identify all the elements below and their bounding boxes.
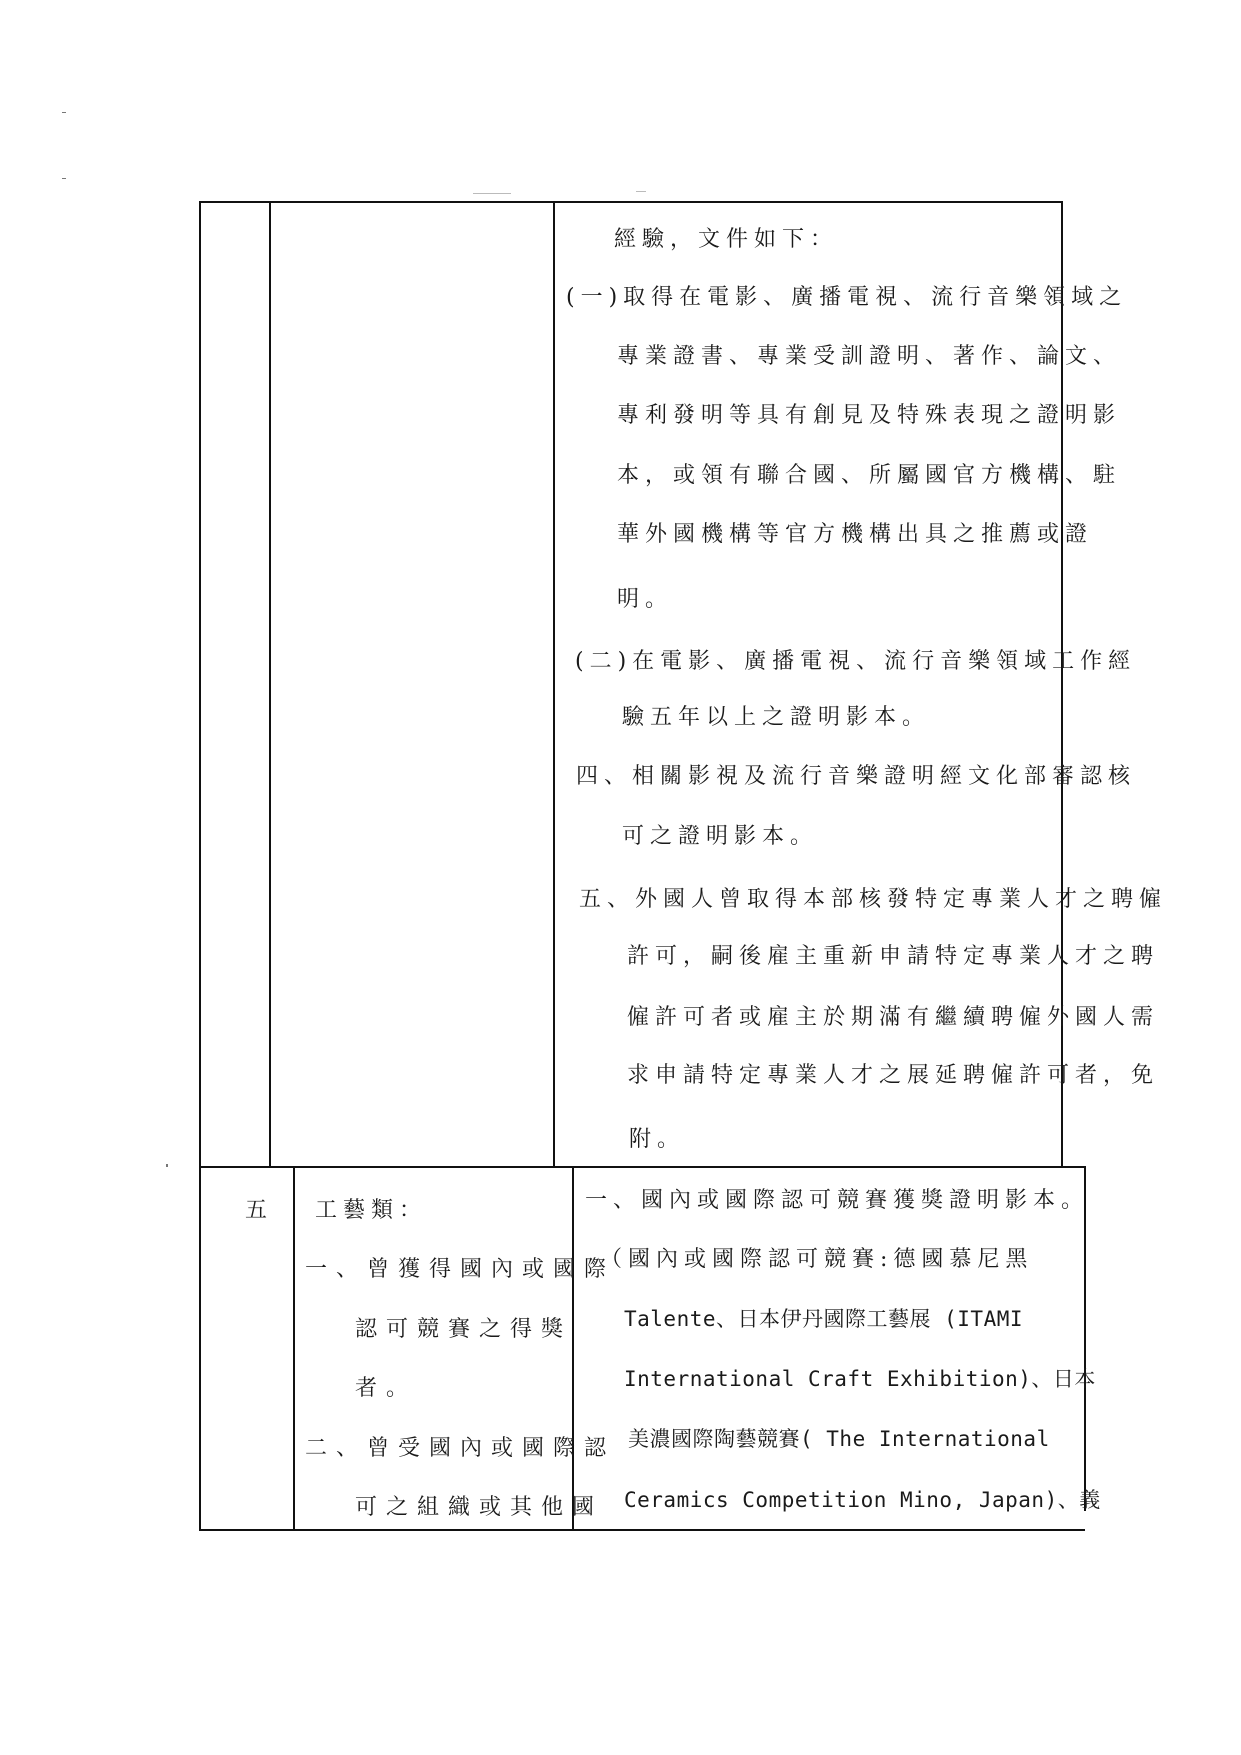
- doc-line: 專利發明等具有創見及特殊表現之證明影: [617, 403, 1122, 428]
- column-divider-1: [269, 201, 271, 1167]
- doc-line: 專業證書、專業受訓證明、著作、論文、: [617, 344, 1122, 369]
- criteria-line: 一、曾獲得國內或國際: [305, 1257, 616, 1282]
- table-right-border-lower: [1084, 1166, 1086, 1511]
- doc-line: 華外國機構等官方機構出具之推薦或證: [617, 522, 1094, 547]
- doc-line: 五、外國人曾取得本部核發特定專業人才之聘僱: [579, 887, 1168, 912]
- scan-mark: [62, 178, 66, 179]
- table-left-border-lower: [199, 1166, 201, 1531]
- column-divider-1-lower: [293, 1166, 295, 1531]
- doc-line: 求申請特定專業人才之展延聘僱許可者，免: [627, 1063, 1160, 1088]
- scan-mark: [473, 193, 511, 194]
- doc-line: 美濃國際陶藝競賽( The International: [628, 1427, 1050, 1451]
- doc-line: 許可，嗣後雇主重新申請特定專業人才之聘: [627, 944, 1160, 969]
- doc-line: 本，或領有聯合國、所屬國官方機構、駐: [617, 463, 1122, 488]
- doc-line: 驗五年以上之證明影本。: [622, 705, 931, 730]
- criteria-line: 二、曾受國內或國際認: [305, 1436, 616, 1461]
- row-separator: [199, 1166, 1085, 1168]
- table-bottom-border: [199, 1529, 1085, 1531]
- doc-line: 僱許可者或雇主於期滿有繼續聘僱外國人需: [627, 1005, 1160, 1030]
- scan-mark: [166, 1164, 168, 1167]
- row-number: 五: [245, 1198, 268, 1223]
- doc-line: Talente、日本伊丹國際工藝展 (ITAMI: [624, 1307, 1024, 1331]
- scan-mark: [62, 112, 66, 113]
- criteria-line: 者。: [355, 1376, 418, 1401]
- doc-line: (二)在電影、廣播電視、流行音樂領域工作經: [575, 649, 1137, 674]
- doc-line: 附。: [629, 1127, 686, 1152]
- doc-line: 一、國內或國際認可競賽獲獎證明影本。: [585, 1188, 1090, 1213]
- doc-line: （國內或國際認可競賽:德國慕尼黑: [600, 1247, 1034, 1272]
- scan-mark: [636, 191, 646, 192]
- doc-line: 四、相關影視及流行音樂證明經文化部審認核: [576, 764, 1137, 789]
- criteria-line: 可之組織或其他國: [355, 1495, 604, 1520]
- doc-line: (一)取得在電影、廣播電視、流行音樂領域之: [566, 285, 1128, 310]
- criteria-line: 認可競賽之得獎: [355, 1317, 573, 1342]
- table-top-border: [199, 201, 1061, 203]
- doc-line: 經驗，文件如下：: [614, 227, 839, 252]
- table-left-border: [199, 201, 201, 1167]
- column-divider-2: [553, 201, 555, 1167]
- doc-line: Ceramics Competition Mino, Japan)、義: [624, 1488, 1101, 1512]
- column-divider-2-lower: [572, 1166, 574, 1531]
- doc-line: International Craft Exhibition)、日本: [624, 1367, 1096, 1391]
- doc-line: 可之證明影本。: [622, 824, 819, 849]
- criteria-heading: 工藝類：: [315, 1198, 428, 1223]
- doc-line: 明。: [617, 587, 674, 612]
